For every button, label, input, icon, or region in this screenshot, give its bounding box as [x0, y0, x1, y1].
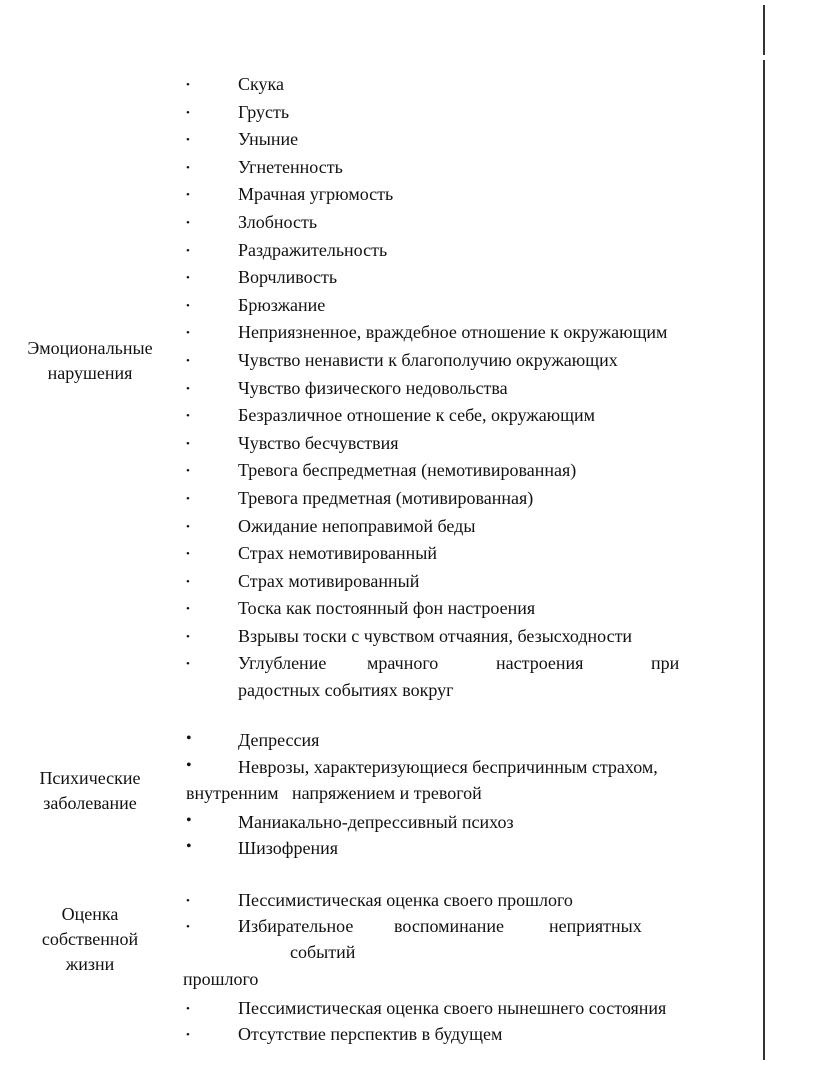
bullet: • — [186, 162, 190, 174]
list-item: Отсутствие перспектив в будущем — [238, 1024, 503, 1044]
list-item: Мрачная угрюмость — [238, 184, 394, 204]
list-item: Угнетенность — [238, 157, 343, 177]
list-item: Уныние — [238, 129, 299, 149]
top-right-rule — [763, 5, 765, 55]
list-item: Безразличное отношение к себе, окружающим — [238, 405, 596, 425]
list-item-word: мрачного — [367, 653, 439, 673]
list-item: Неприязненное, враждебное отношение к окружающим — [238, 322, 668, 342]
bullet: • — [186, 217, 190, 229]
bullet: • — [186, 812, 192, 829]
list-item: Чувство ненависти к благополучию окружающих — [238, 350, 618, 370]
bullet: • — [186, 383, 190, 395]
list-item-word: настроения — [496, 653, 584, 673]
bullet: • — [186, 730, 192, 747]
bullet: • — [186, 838, 192, 855]
bullet: • — [186, 548, 190, 560]
bullet: • — [186, 327, 190, 339]
list-item: Ожидание непоправимой беды — [238, 516, 476, 536]
bullet: • — [186, 107, 190, 119]
list-item: Маниакально-депрессивный психоз — [238, 812, 514, 832]
list-item: Пессимистическая оценка своего нынешнего состояния — [238, 998, 667, 1018]
list-item-continuation: прошлого — [183, 969, 259, 989]
bullet: • — [186, 576, 190, 588]
list-item: Тревога беспредметная (немотивированная) — [238, 460, 577, 480]
bullet: • — [186, 245, 190, 257]
bullet: • — [186, 1003, 190, 1015]
bullet: • — [186, 658, 190, 670]
bullet: • — [186, 272, 190, 284]
list-item: Пессимистическая оценка своего прошлого — [238, 890, 573, 910]
section-label-emotional: Эмоциональные нарушения — [27, 338, 153, 383]
section-label-mental: Психические заболевание — [39, 768, 141, 813]
bullet: • — [186, 410, 190, 422]
section-label-life: Оценка собственной жизни — [41, 904, 139, 974]
list-item-word: при — [651, 653, 680, 673]
list-item: Ворчливость — [238, 267, 338, 287]
bullet: • — [186, 921, 190, 933]
list-item: Чувство физического недовольства — [238, 378, 508, 398]
list-item: Тревога предметная (мотивированная) — [238, 488, 534, 508]
list-item-continuation: событий — [290, 942, 356, 962]
list-item: Депрессия — [238, 730, 320, 750]
bullet: • — [186, 300, 190, 312]
bullet: • — [186, 493, 190, 505]
list-item: Раздражительность — [238, 240, 388, 260]
list-item: Неврозы, характеризующиеся беспричинным страхом, — [238, 757, 658, 777]
bullet: • — [186, 603, 190, 615]
list-item-word: Углубление — [238, 653, 327, 673]
bullet: • — [186, 438, 190, 450]
list-item-continuation: радостных событиях вокруг — [238, 680, 454, 700]
list-item-word: Избирательное — [238, 916, 354, 936]
list-item: Страх мотивированный — [238, 571, 420, 591]
bullet: • — [186, 1029, 190, 1041]
bullet: • — [186, 79, 190, 91]
right-rule — [763, 60, 765, 1060]
list-item: Злобность — [238, 212, 318, 232]
bullet: • — [186, 134, 190, 146]
bullet: • — [186, 189, 190, 201]
bullet: • — [186, 355, 190, 367]
list-item-continuation: внутренним напряжением и тревогой — [186, 783, 482, 803]
bullet: • — [186, 757, 192, 774]
list-item: Взрывы тоски с чувством отчаяния, безысходности — [238, 626, 633, 646]
list-item: Страх немотивированный — [238, 543, 437, 563]
list-item: Скука — [238, 74, 284, 94]
list-item: Грусть — [238, 102, 290, 122]
list-item: Тоска как постоянный фон настроения — [238, 598, 536, 618]
list-item: Брюзжание — [238, 295, 326, 315]
bullet: • — [186, 895, 190, 907]
list-item: Чувство бесчувствия — [238, 433, 399, 453]
list-item-word: неприятных — [549, 916, 642, 936]
bullet: • — [186, 631, 190, 643]
bullet: • — [186, 465, 190, 477]
list-item: Шизофрения — [238, 838, 338, 858]
bullet: • — [186, 521, 190, 533]
list-item-word: воспоминание — [394, 916, 505, 936]
